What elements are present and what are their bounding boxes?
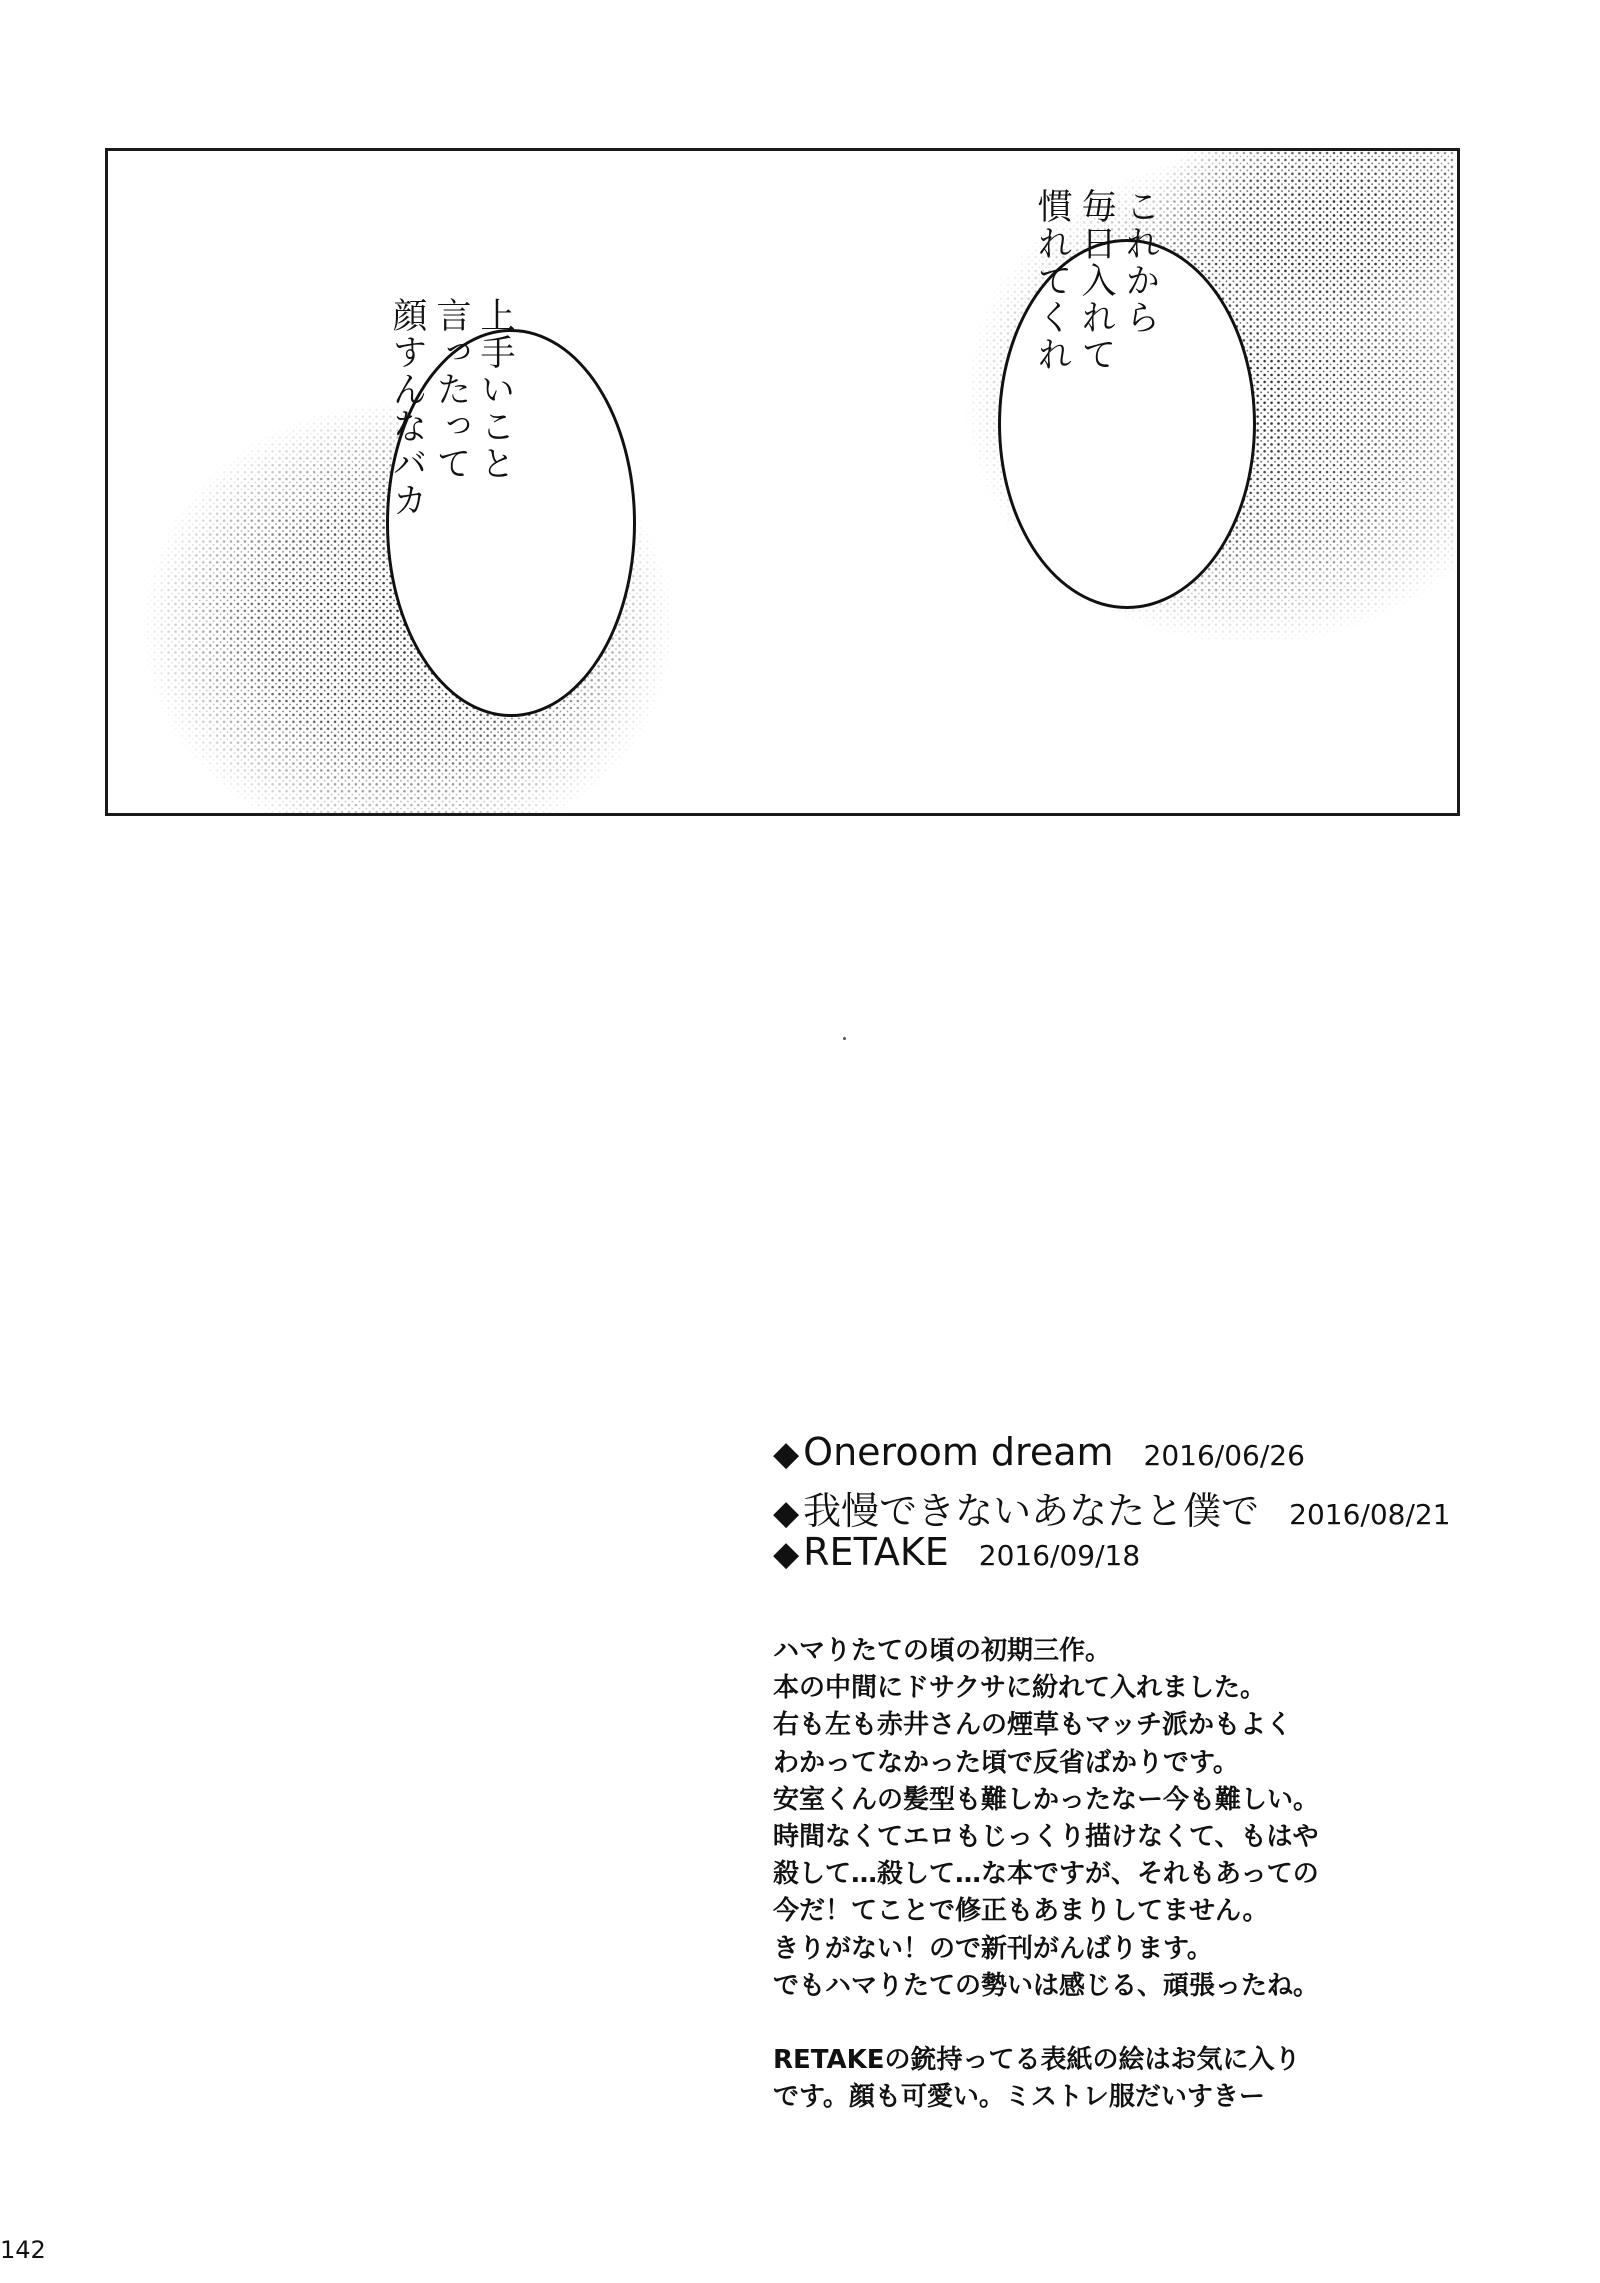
afterword-line: 本の中間にドサクサに紛れて入れました。 [773, 1673, 1266, 1704]
afterword-line: でもハマりたての勢いは感じる、頑張ったね。 [773, 1970, 1320, 2001]
afterword-line: RETAKEの銃持ってる表紙の絵はお気に入り [773, 2045, 1301, 2076]
screentone-background [108, 151, 1457, 813]
release-date: 2016/09/18 [978, 1539, 1141, 1572]
speech-text-left [385, 297, 517, 567]
afterword-line: 今だ！てことで修正もあまりしてません。 [773, 1896, 1269, 1927]
release-date: 2016/08/21 [1289, 1498, 1451, 1531]
afterword-line: 殺して…殺して…な本ですが、それもあっての [773, 1859, 1319, 1890]
diamond-icon: ◆ [773, 1493, 800, 1533]
release-title: Oneroom dream [803, 1430, 1114, 1474]
release-title: RETAKE [803, 1530, 949, 1574]
speech-line: 上手いこと [475, 297, 515, 482]
afterword-line: 安室くんの髪型も難しかったなー今も難しい。 [773, 1784, 1320, 1815]
release-title: 我慢できないあなたと僕で [803, 1489, 1260, 1533]
speech-line: 顔すんなバカ [387, 297, 427, 519]
diamond-icon: ◆ [773, 1434, 800, 1474]
release-list [773, 1430, 1533, 1580]
stray-ink-dot [843, 1037, 846, 1040]
afterword-line: きりがない！ので新刊がんばります。 [773, 1933, 1213, 1964]
speech-line: 慣れてくれ [1032, 188, 1072, 373]
diamond-icon: ◆ [773, 1534, 800, 1574]
afterword-line: ハマりたての頃の初期三作。 [773, 1636, 1112, 1666]
release-row [773, 1480, 1533, 1533]
release-date: 2016/06/26 [1143, 1439, 1305, 1472]
release-row [773, 1530, 1533, 1580]
speech-line: 毎日入れて [1076, 188, 1116, 373]
afterword-text [773, 1633, 1533, 2116]
afterword-line: です。顔も可愛い。ミストレ服だいすきー [773, 2082, 1265, 2113]
afterword-line: 時間なくてエロもじっくり描けなくて、もはや [773, 1822, 1319, 1853]
speech-line: 言ったって [431, 297, 471, 482]
afterword-line: 右も左も赤井さんの煙草もマッチ派かもよく [773, 1710, 1292, 1741]
paragraph-gap [773, 2005, 1533, 2042]
speech-text-right [1030, 188, 1162, 428]
page-number: 142 [0, 2236, 46, 2264]
speech-line: これから [1120, 188, 1160, 336]
manga-panel [105, 148, 1460, 816]
afterword-line: わかってなかった頃で反省ばかりです。 [773, 1747, 1239, 1778]
release-row [773, 1430, 1533, 1480]
